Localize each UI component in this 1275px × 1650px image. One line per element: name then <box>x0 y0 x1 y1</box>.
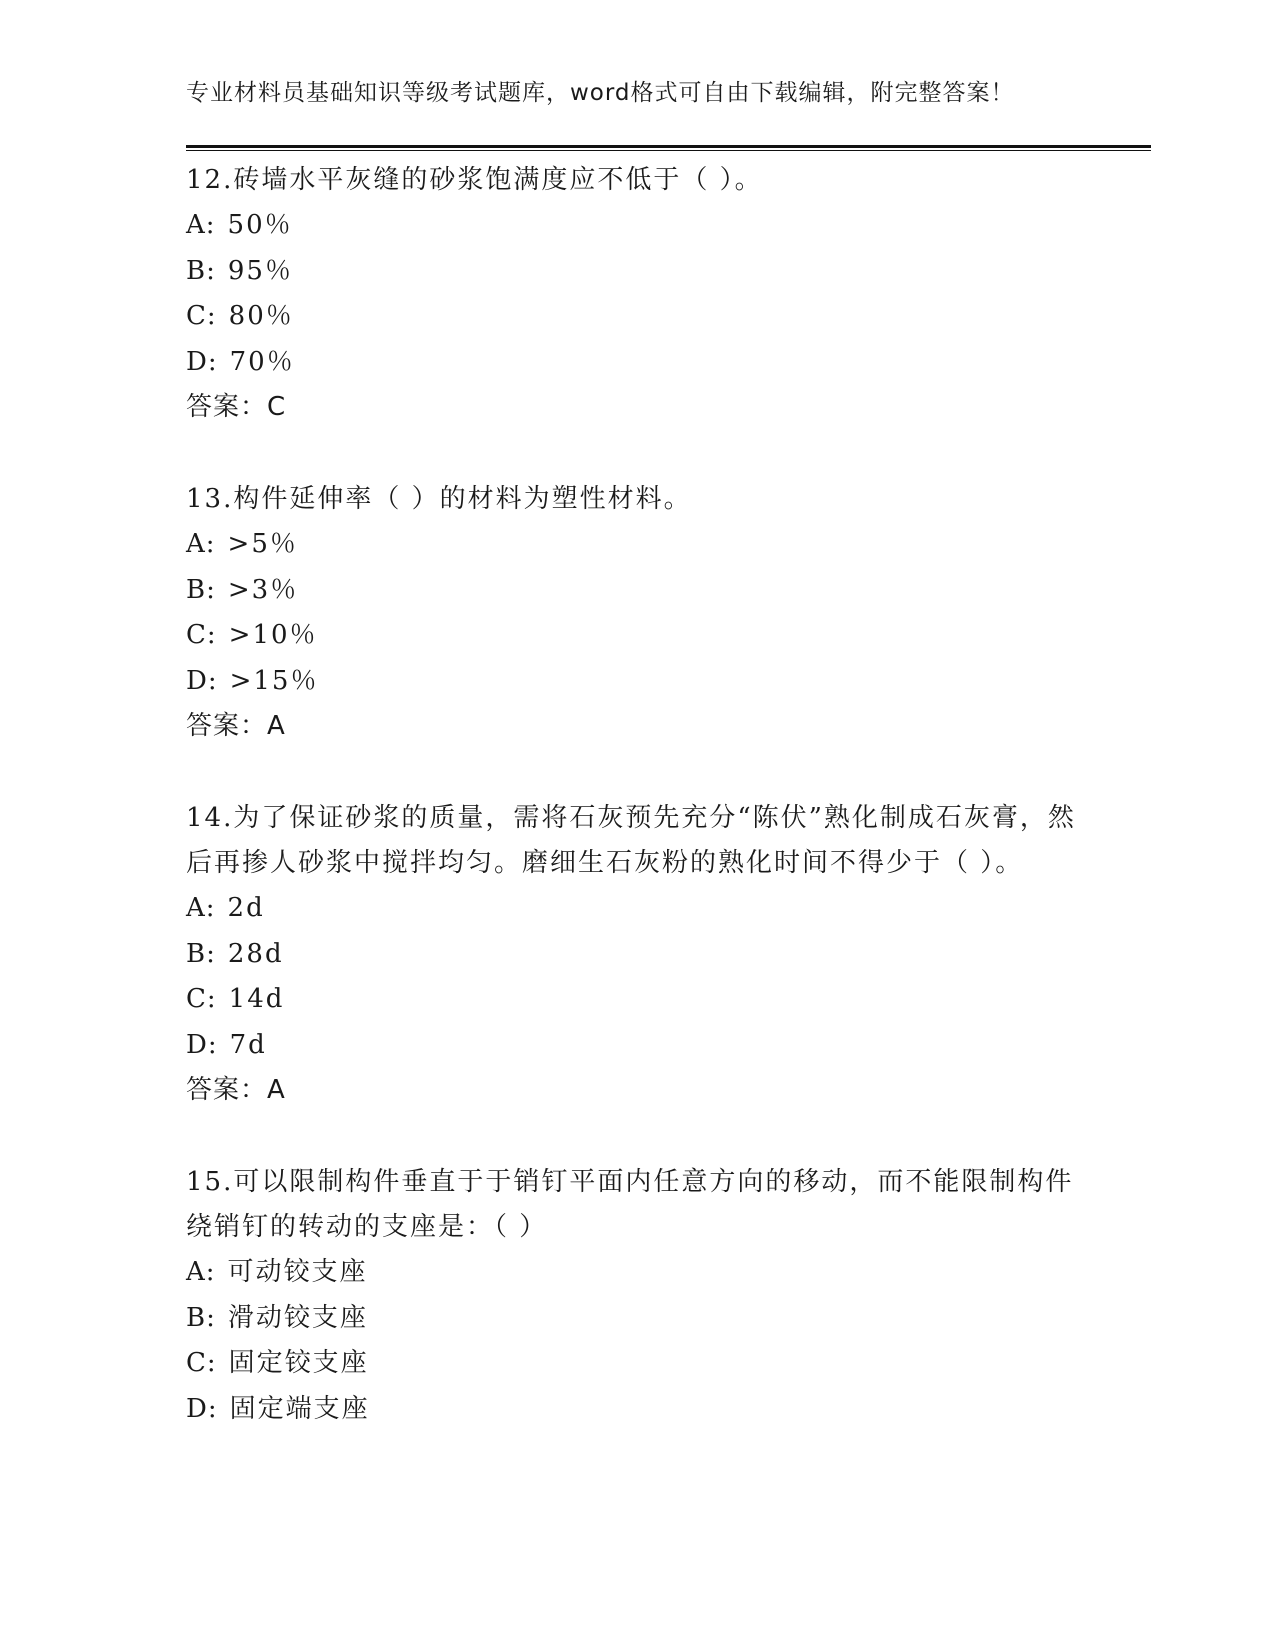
option-value: 28d <box>227 938 284 969</box>
question-14 <box>186 796 1086 1113</box>
header-rule-thin <box>186 150 1151 151</box>
option-value: 可动铰支座 <box>227 1257 368 1287</box>
question-text: 12.砖墙水平灰缝的砂浆饱满度应不低于（ ）。 <box>186 165 763 195</box>
option-letter: D: <box>186 1393 218 1424</box>
option-letter: A: <box>186 1257 216 1287</box>
option-letter: B: <box>186 255 216 286</box>
question-text: 13.构件延伸率（ ）的材料为塑性材料。 <box>186 484 692 514</box>
option-letter: C: <box>186 984 217 1014</box>
option-value: 14d <box>228 984 285 1014</box>
option-value: 95％ <box>227 255 293 286</box>
option-value: 滑动铰支座 <box>227 1302 368 1333</box>
question-text: 15.可以限制构件垂直于于销钉平面内任意方向的移动，而不能限制构件绕销钉的转动的支座是：（ ） <box>186 1167 1074 1242</box>
answer-line: 答案：A <box>186 711 286 741</box>
answer-line: 答案：C <box>186 392 287 422</box>
option-b <box>186 1296 1086 1342</box>
option-letter: A: <box>186 893 216 923</box>
option-c <box>186 294 1086 340</box>
option-letter: C: <box>186 301 217 331</box>
option-a <box>186 522 1086 568</box>
question-12 <box>186 158 1086 430</box>
option-letter: B: <box>186 938 216 969</box>
option-value: 固定铰支座 <box>228 1348 369 1378</box>
option-b <box>186 249 1086 295</box>
option-value: >5％ <box>227 529 298 559</box>
option-value: >10％ <box>228 620 318 650</box>
option-letter: A: <box>186 529 216 559</box>
option-a <box>186 203 1086 249</box>
question-15 <box>186 1160 1086 1432</box>
option-letter: B: <box>186 1302 216 1333</box>
option-b <box>186 932 1086 978</box>
option-value: >3％ <box>227 574 299 605</box>
option-value: >15％ <box>229 665 319 696</box>
question-text: 14.为了保证砂浆的质量，需将石灰预先充分“陈伏”熟化制成石灰膏，然后再掺人砂浆中搅拌均匀。磨细生石灰粉的熟化时间不得少于（ ）。 <box>186 803 1076 878</box>
option-letter: C: <box>186 1348 217 1378</box>
option-value: 固定端支座 <box>229 1393 370 1424</box>
option-letter: D: <box>186 346 218 377</box>
option-c <box>186 977 1086 1023</box>
option-b <box>186 568 1086 614</box>
option-c <box>186 613 1086 659</box>
option-value: 70％ <box>229 346 295 377</box>
question-13 <box>186 477 1086 749</box>
option-a <box>186 886 1086 932</box>
question-list <box>186 158 1086 1432</box>
option-d <box>186 659 1086 705</box>
option-value: 2d <box>227 893 265 923</box>
option-c <box>186 1341 1086 1387</box>
option-value: 50％ <box>227 210 293 240</box>
option-d <box>186 340 1086 386</box>
option-d <box>186 1387 1086 1433</box>
option-letter: A: <box>186 210 216 240</box>
option-letter: D: <box>186 1029 218 1060</box>
option-letter: C: <box>186 620 217 650</box>
answer-line: 答案：A <box>186 1075 286 1105</box>
option-d <box>186 1023 1086 1069</box>
option-value: 7d <box>229 1029 267 1060</box>
option-letter: B: <box>186 574 216 605</box>
option-a <box>186 1250 1086 1296</box>
option-letter: D: <box>186 665 218 696</box>
option-value: 80％ <box>228 301 294 331</box>
page-header: 专业材料员基础知识等级考试题库，word格式可自由下载编辑，附完整答案！ <box>186 80 1015 106</box>
header-rule-thick <box>186 145 1151 148</box>
